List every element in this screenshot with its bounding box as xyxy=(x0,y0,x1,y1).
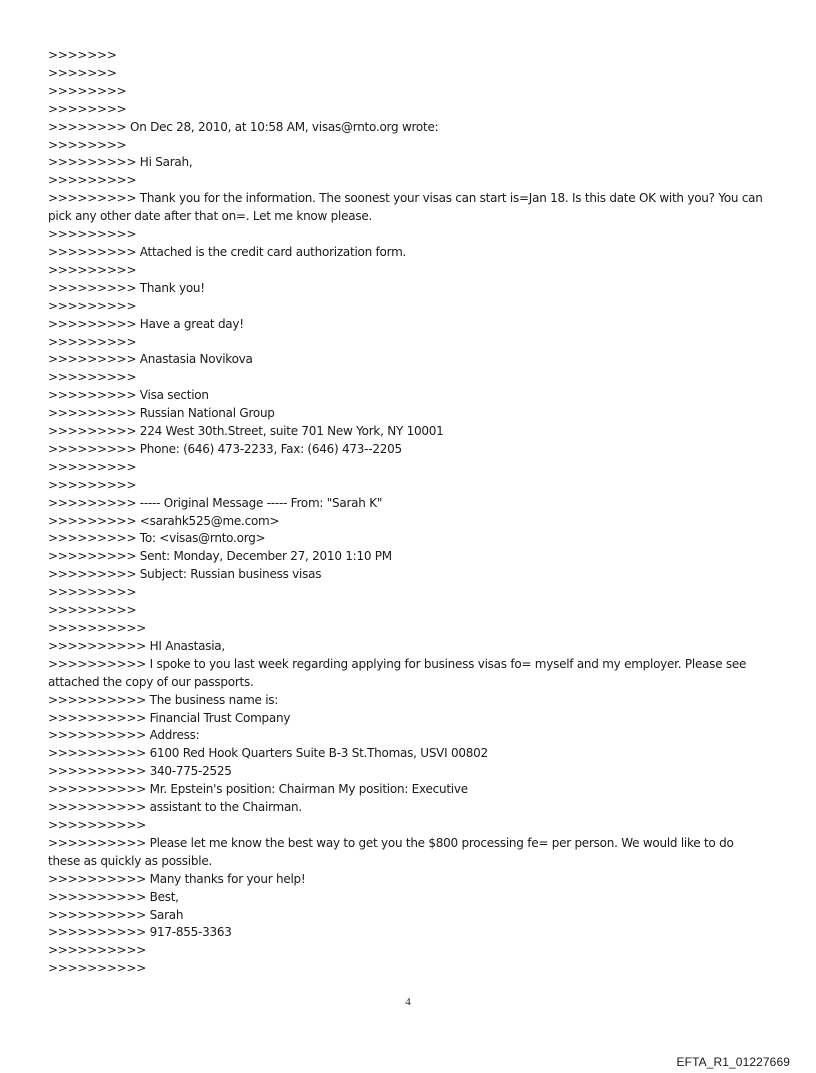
email-line: >>>>>>>>> <sarahk525@me.com> xyxy=(48,513,280,528)
email-line: >>>>>>>>>> 6100 Red Hook Quarters Suite B-3 St.Thomas, USVI 00802 xyxy=(48,746,488,761)
email-thread-body xyxy=(48,47,768,978)
email-line: >>>>>>>> xyxy=(48,137,127,152)
email-line: >>>>>>>>>> xyxy=(48,943,147,958)
email-line: >>>>>>>>> Russian National Group xyxy=(48,406,275,421)
email-line: >>>>>>>>> Have a great day! xyxy=(48,316,244,331)
email-line: >>>>>>>>> xyxy=(48,334,137,349)
email-line: >>>>>>> xyxy=(48,48,117,62)
email-line: >>>>>>>>>> I spoke to you last week regarding applying for business visas fo= myself and my employer. Please see attached the copy of our passports. xyxy=(48,656,750,689)
email-line: >>>>>>>>> xyxy=(48,227,137,242)
email-line: >>>>>>>> xyxy=(48,83,127,98)
email-line: >>>>>>>>> xyxy=(48,370,137,385)
email-line: >>>>>>>>> Attached is the credit card authorization form. xyxy=(48,244,407,259)
email-line: >>>>>>>>> ----- Original Message ----- From: "Sarah K" xyxy=(48,495,383,510)
email-line: >>>>>>>>>> xyxy=(48,961,147,976)
page-number: 4 xyxy=(405,996,411,1008)
email-line: >>>>>>>>> To: <visas@rnto.org> xyxy=(48,531,266,546)
email-line: >>>>>>>>>> Best, xyxy=(48,889,179,904)
email-line: >>>>>>>>>> xyxy=(48,621,147,635)
email-line: >>>>>>>>> xyxy=(48,298,137,313)
email-line: >>>>>>>>> 224 West 30th.Street, suite 701 New York, NY 10001 xyxy=(48,424,444,439)
email-line: >>>>>>>>> xyxy=(48,477,137,492)
email-line: >>>>>>>>> Thank you for the information. The soonest your visas can start is=Jan 18. Is this date OK with you? You can pick any other date after that on=. Let me know please. xyxy=(48,191,767,224)
email-line: >>>>>>> xyxy=(48,65,117,80)
email-line: >>>>>>>> On Dec 28, 2010, at 10:58 AM, visas@rnto.org wrote: xyxy=(48,119,439,134)
document-id: EFTA_R1_01227669 xyxy=(676,1055,790,1069)
email-line: >>>>>>>>> Thank you! xyxy=(48,280,205,295)
email-line: >>>>>>>>>> Sarah xyxy=(48,907,184,922)
email-line: >>>>>>>>>> assistant to the Chairman. xyxy=(48,800,302,815)
email-line: >>>>>>>>> Anastasia Novikova xyxy=(48,352,253,367)
email-line: >>>>>>>>>> Mr. Epstein's position: Chairman My position: Executive xyxy=(48,782,468,797)
email-line: >>>>>>>>>> 917-855-3363 xyxy=(48,925,232,940)
email-line: >>>>>>>>> Phone: (646) 473-2233, Fax: (646) 473--2205 xyxy=(48,441,402,456)
email-line: >>>>>>>>> Subject: Russian business visas xyxy=(48,567,322,582)
email-line: >>>>>>>>>> Address: xyxy=(48,728,200,743)
email-line: >>>>>>>>>> HI Anastasia, xyxy=(48,638,225,653)
email-line: >>>>>>>>> Visa section xyxy=(48,388,209,403)
email-line: >>>>>>>> xyxy=(48,101,127,116)
email-line: >>>>>>>>>> Many thanks for your help! xyxy=(48,871,306,886)
email-line: >>>>>>>>> xyxy=(48,262,137,277)
email-line: >>>>>>>>> xyxy=(48,585,137,600)
email-line: >>>>>>>>> xyxy=(48,603,137,618)
email-line: >>>>>>>>>> 340-775-2525 xyxy=(48,764,232,779)
email-line: >>>>>>>>> Sent: Monday, December 27, 2010 1:10 PM xyxy=(48,549,392,564)
email-line: >>>>>>>>>> xyxy=(48,817,147,832)
email-line: >>>>>>>>> xyxy=(48,459,137,474)
email-line: >>>>>>>>> xyxy=(48,173,137,188)
email-line: >>>>>>>>>> Financial Trust Company xyxy=(48,710,291,725)
email-line: >>>>>>>>> Hi Sarah, xyxy=(48,155,193,170)
email-line: >>>>>>>>>> The business name is: xyxy=(48,692,279,707)
email-line: >>>>>>>>>> Please let me know the best way to get you the $800 processing fe= per person. We would like to do these as quickly as possible. xyxy=(48,835,738,868)
